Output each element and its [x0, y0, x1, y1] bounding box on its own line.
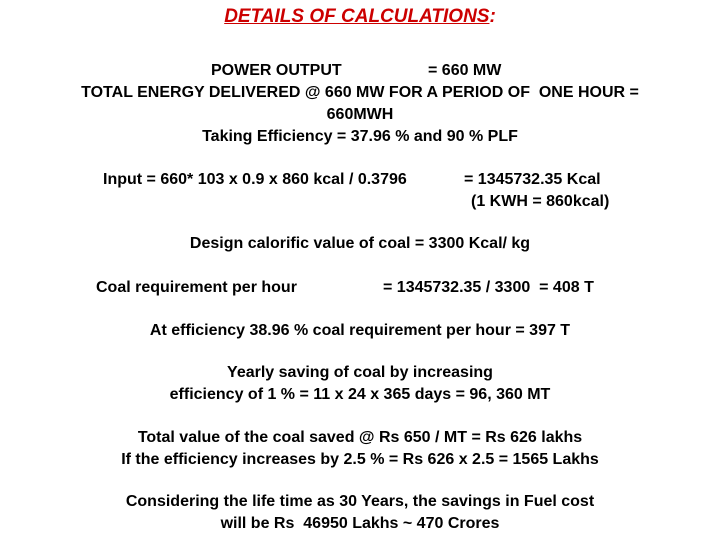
coal-requirement-value: = 1345732.35 / 3300 = 408 T [383, 279, 594, 296]
at-efficiency-line: At efficiency 38.96 % coal requirement per hour = 397 T [149, 322, 571, 339]
total-value-line2: If the efficiency increases by 2.5 % = Rs 626 x 2.5 = 1565 Lakhs [121, 451, 599, 468]
total-value-line1: Total value of the coal saved @ Rs 650 / MT = Rs 626 lakhs [137, 429, 583, 446]
input-result: = 1345732.35 Kcal [464, 171, 601, 188]
efficiency-plf-line: Taking Efficiency = 37.96 % and 90 % PLF [202, 128, 518, 145]
page-title [0, 6, 720, 28]
total-energy-line2: 660MWH [326, 106, 394, 123]
title-colon: : [489, 6, 496, 27]
power-output-value: = 660 MW [428, 62, 502, 79]
yearly-saving-line1: Yearly saving of coal by increasing [227, 364, 493, 381]
yearly-saving-line2: efficiency of 1 % = 11 x 24 x 365 days = 96, 360 MT [169, 386, 551, 403]
lifetime-line2: will be Rs 46950 Lakhs ~ 470 Crores [220, 515, 500, 532]
coal-requirement-label: Coal requirement per hour [96, 279, 297, 296]
kwh-note: (1 KWH = 860kcal) [471, 193, 610, 210]
input-formula: Input = 660* 103 x 0.9 x 860 kcal / 0.3796 [103, 171, 407, 188]
title-text: DETAILS OF CALCULATIONS [224, 6, 490, 27]
calorific-value-line: Design calorific value of coal = 3300 Kcal/ kg [189, 235, 531, 252]
total-energy-line1: TOTAL ENERGY DELIVERED @ 660 MW FOR A PERIOD OF ONE HOUR = [81, 84, 639, 101]
lifetime-line1: Considering the life time as 30 Years, the savings in Fuel cost [125, 493, 595, 510]
power-output-label: POWER OUTPUT [211, 62, 342, 79]
